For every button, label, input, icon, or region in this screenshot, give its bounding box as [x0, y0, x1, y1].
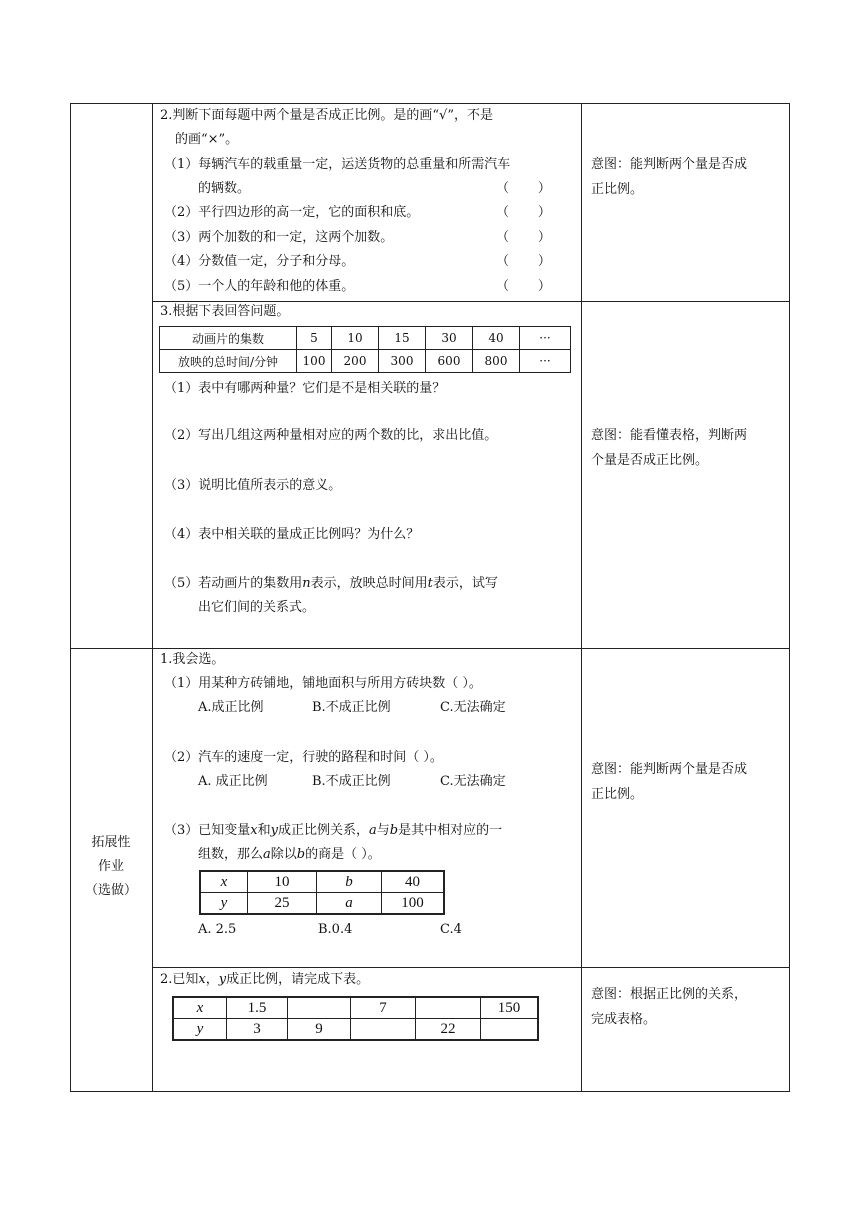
- ext-q1-sub3-text-b: 和: [257, 823, 271, 838]
- ext-q1-sub1-option-b[interactable]: B.不成正比例: [312, 700, 391, 715]
- ext-q2-title-a: 2.已知: [160, 972, 199, 987]
- q3-table-cell: ···: [520, 327, 571, 350]
- ext-q2-table-cell: y: [173, 1019, 227, 1041]
- ext-q1-sub3-line2-a: 组数，那么: [198, 847, 264, 862]
- ext-q2-table-cell[interactable]: [288, 997, 351, 1019]
- q3-title: 3.根据下表回答问题。: [160, 304, 290, 319]
- ext-q1-sub3-line2: [198, 845, 381, 865]
- ext-q1-table-cell: 100: [382, 893, 445, 915]
- ext-q1-sub2-option-c[interactable]: C.无法确定: [440, 774, 506, 789]
- variable-n: n: [302, 576, 311, 591]
- q3-intent-line1: 意图：能看懂表格，判断两: [591, 428, 748, 443]
- ext-q1-intent-line2: 正比例。: [591, 787, 644, 802]
- q3-table-cell: 15: [379, 327, 426, 350]
- ext-q1-sub2-option-a[interactable]: A. 成正比例: [198, 774, 268, 789]
- ext-q1-sub3-text-a: （3）已知变量: [164, 823, 251, 838]
- q3-table-cell: 800: [473, 350, 520, 373]
- ext-q1-table-cell: 40: [382, 871, 445, 893]
- ext-q2-title-b: 成正比例，请完成下表。: [226, 972, 370, 987]
- ext-q1-title: 1.我会选。: [160, 652, 225, 667]
- ext-q1-table-row-y: [200, 893, 444, 915]
- q2-item-1-answer-blank[interactable]: （ ）: [496, 181, 551, 196]
- q3-sub5-text-a: （5）若动画片的集数用: [164, 576, 303, 591]
- q3-table-cell: 600: [426, 350, 473, 373]
- ext-q2-table-cell: x: [173, 997, 227, 1019]
- row-divider-ext-q1-q2: [152, 967, 790, 968]
- q2-item-2: （2）平行四边形的高一定，它的面积和底。: [164, 205, 420, 220]
- ext-q1-table-row-x: [200, 871, 444, 893]
- q2-intent-line1: 意图：能判断两个量是否成: [591, 157, 748, 172]
- q2-intent-line2: 正比例。: [591, 182, 644, 197]
- q2-item-3: （3）两个加数的和一定，这两个加数。: [164, 230, 394, 245]
- section2-label-line1: 拓展性: [91, 835, 131, 850]
- q3-table-cell: 300: [379, 350, 426, 373]
- variable-t: t: [427, 576, 433, 591]
- ext-q1-table-cell: y: [200, 893, 248, 915]
- ext-q1-sub3-text-d: 与: [376, 823, 390, 838]
- ext-q1-sub3-line2-c: 的商是（ ）。: [305, 847, 381, 862]
- ext-q1-table-cell: 25: [248, 893, 317, 915]
- q3-table-cell: 40: [473, 327, 520, 350]
- q3-table-cell: 30: [426, 327, 473, 350]
- variable-x: x: [250, 823, 258, 838]
- ext-q1-sub3-option-c[interactable]: C.4: [440, 922, 462, 937]
- variable-b: b: [389, 823, 399, 838]
- ext-q2-title-sep: ，: [205, 972, 219, 987]
- ext-q2-xy-table: [172, 996, 539, 1041]
- ext-q2-table-cell[interactable]: 1.5: [227, 997, 288, 1019]
- column-divider-2: [581, 103, 582, 1092]
- column-divider-1: [152, 103, 153, 1092]
- q2-title-line2: 的画“×”。: [175, 132, 239, 147]
- ext-q2-title: [160, 970, 369, 990]
- q2-item-1-line2: 的辆数。: [198, 181, 251, 196]
- q3-sub5-line1: [164, 574, 498, 594]
- q3-sub3: （3）说明比值所表示的意义。: [164, 478, 342, 493]
- ext-q1-table-cell: a: [317, 893, 382, 915]
- ext-q1-sub1: （1）用某种方砖铺地，铺地面积与所用方砖块数（ ）。: [164, 676, 482, 691]
- variable-y: y: [270, 823, 278, 838]
- ext-q1-sub2-option-b[interactable]: B.不成正比例: [312, 774, 391, 789]
- q2-item-3-answer-blank[interactable]: （ ）: [496, 230, 551, 245]
- q3-table-row-minutes: [160, 350, 571, 373]
- ext-q1-table-cell: 10: [248, 871, 317, 893]
- ext-q2-table-cell[interactable]: 7: [351, 997, 416, 1019]
- q3-sub1: （1）表中有哪两种量？它们是不是相关联的量？: [164, 381, 446, 396]
- ext-q1-sub1-option-a[interactable]: A.成正比例: [198, 700, 264, 715]
- q2-item-1-line1: （1）每辆汽车的载重量一定，运送货物的总重量和所需汽车: [164, 157, 511, 172]
- variable-b: b: [296, 847, 306, 862]
- q2-item-4: （4）分数值一定，分子和分母。: [164, 254, 355, 269]
- ext-q2-table-row-y: [173, 1019, 538, 1041]
- ext-q1-sub3-option-a[interactable]: A. 2.5: [198, 922, 237, 937]
- variable-x: x: [198, 972, 206, 987]
- q3-sub2: （2）写出几组这两种量相对应的两个数的比，求出比值。: [164, 428, 498, 443]
- ext-q2-table-cell[interactable]: 9: [288, 1019, 351, 1041]
- q2-item-5: （5）一个人的年龄和他的体重。: [164, 279, 355, 294]
- variable-a: a: [369, 823, 377, 838]
- ext-q2-table-cell[interactable]: 3: [227, 1019, 288, 1041]
- q3-table-row-episodes: [160, 327, 571, 350]
- ext-q1-sub3-line2-b: 除以: [270, 847, 297, 862]
- ext-q2-table-row-x: [173, 997, 538, 1019]
- ext-q2-table-cell[interactable]: [351, 1019, 416, 1041]
- q3-table-cell: 200: [332, 350, 379, 373]
- section2-label-line3: （选做）: [84, 883, 137, 898]
- row-divider-section: [70, 648, 790, 649]
- q3-table-cell: 10: [332, 327, 379, 350]
- variable-y: y: [218, 972, 227, 987]
- ext-q2-table-cell[interactable]: [481, 1019, 539, 1041]
- q3-table-cell: 5: [297, 327, 332, 350]
- ext-q1-sub2: （2）汽车的速度一定，行驶的路程和时间（ ）。: [164, 750, 443, 765]
- q2-item-4-answer-blank[interactable]: （ ）: [496, 254, 551, 269]
- ext-q1-sub3-text-e: 是其中相对应的一: [398, 823, 503, 838]
- ext-q2-table-cell[interactable]: [416, 997, 481, 1019]
- ext-q1-sub1-option-c[interactable]: C.无法确定: [440, 700, 506, 715]
- q3-sub4: （4）表中相关联的量成正比例吗？为什么？: [164, 527, 420, 542]
- ext-q2-table-cell[interactable]: 150: [481, 997, 539, 1019]
- ext-q1-table-cell: b: [317, 871, 382, 893]
- ext-q2-intent-line2: 完成表格。: [591, 1012, 657, 1027]
- q3-sub5-text-b: 表示，放映总时间用: [310, 576, 428, 591]
- q3-table-row2-label: 放映的总时间/分钟: [160, 350, 297, 373]
- q3-sub5-line2: 出它们间的关系式。: [198, 600, 316, 615]
- section2-label-line2: 作业: [97, 859, 124, 874]
- ext-q1-sub3-option-b[interactable]: B.0.4: [318, 922, 353, 937]
- q3-intent-line2: 个量是否成正比例。: [591, 453, 709, 468]
- q2-item-5-answer-blank[interactable]: （ ）: [496, 279, 551, 294]
- ext-q1-xy-table: [199, 870, 445, 915]
- q3-table-row1-label: 动画片的集数: [160, 327, 297, 350]
- ext-q1-intent-line1: 意图：能判断两个量是否成: [591, 762, 748, 777]
- ext-q2-table-cell[interactable]: 22: [416, 1019, 481, 1041]
- q2-title-line1: 2.判断下面每题中两个量是否成正比例。是的画“√”，不是: [160, 108, 493, 123]
- ext-q1-sub3-text-c: 成正比例关系，: [278, 823, 370, 838]
- ext-q1-table-cell: x: [200, 871, 248, 893]
- ext-q1-sub3-line1: [164, 821, 502, 841]
- q3-data-table: [159, 326, 571, 373]
- q3-table-cell: ···: [520, 350, 571, 373]
- q2-item-2-answer-blank[interactable]: （ ）: [496, 205, 551, 220]
- q3-table-cell: 100: [297, 350, 332, 373]
- q3-sub5-text-c: 表示，试写: [432, 576, 498, 591]
- ext-q2-intent-line1: 意图：根据正比例的关系，: [591, 987, 748, 1002]
- variable-a: a: [263, 847, 271, 862]
